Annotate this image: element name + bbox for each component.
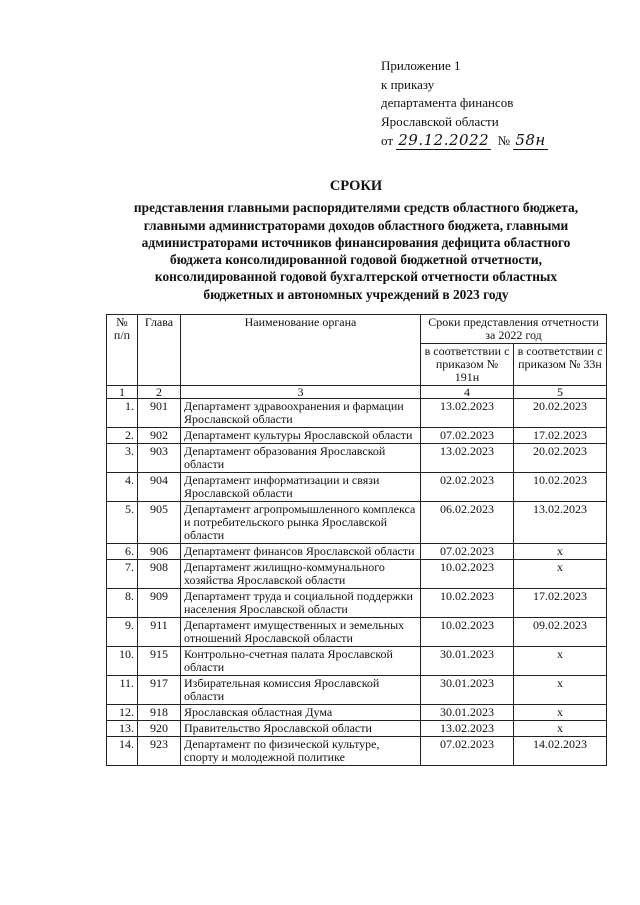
row-name: Департамент образования Ярославской области [181,444,421,473]
row-chapter: 904 [138,473,181,502]
table-row [107,502,607,544]
row-chapter: 915 [138,647,181,676]
row-number: 1. [107,399,138,428]
row-deadline-33: 14.02.2023 [514,737,607,766]
row-deadline-191: 10.02.2023 [421,560,514,589]
row-number: 4. [107,473,138,502]
row-number: 9. [107,618,138,647]
row-number: 2. [107,428,138,444]
row-chapter: 920 [138,721,181,737]
document-title [96,178,616,303]
table-row [107,589,607,618]
row-deadline-33: 17.02.2023 [514,428,607,444]
row-deadline-33: х [514,721,607,737]
row-name: Ярославская областная Дума [181,705,421,721]
appendix-block [381,57,548,151]
title-line: представления главными распорядителями средств областного бюджета, [133,200,579,216]
table-body [107,399,607,766]
row-number: 5. [107,502,138,544]
row-number: 7. [107,560,138,589]
table-row [107,473,607,502]
row-chapter: 917 [138,676,181,705]
row-name: Департамент культуры Ярославской области [181,428,421,444]
row-chapter: 903 [138,444,181,473]
header-order-191: в соответствии с приказом № 191н [421,344,514,386]
appendix-line: департамента финансов [381,95,514,110]
row-number: 3. [107,444,138,473]
row-deadline-33: х [514,544,607,560]
row-deadline-33: 13.02.2023 [514,502,607,544]
row-chapter: 908 [138,560,181,589]
header-deadlines: Сроки представления отчетности за 2022 год [421,315,607,344]
table-row [107,618,607,647]
row-name: Департамент по физической культуре, спорту и молодежной политике [181,737,421,766]
row-chapter: 905 [138,502,181,544]
column-index: 1 [107,386,138,399]
appendix-date-line [381,131,548,151]
row-number: 12. [107,705,138,721]
row-deadline-191: 13.02.2023 [421,444,514,473]
row-chapter: 906 [138,544,181,560]
table-row [107,721,607,737]
column-index: 4 [421,386,514,399]
row-deadline-33: х [514,676,607,705]
row-name: Избирательная комиссия Ярославской области [181,676,421,705]
row-deadline-191: 07.02.2023 [421,428,514,444]
row-deadline-191: 10.02.2023 [421,618,514,647]
row-name: Правительство Ярославской области [181,721,421,737]
title-main: СРОКИ [329,178,383,194]
appendix-line: к приказу [381,76,435,92]
row-deadline-191: 02.02.2023 [421,473,514,502]
row-deadline-191: 07.02.2023 [421,544,514,560]
order-number: 58н [515,131,546,149]
header-chapter: Глава [138,315,181,386]
header-order-33: в соответствии с приказом № 33н [514,344,607,386]
row-number: 6. [107,544,138,560]
row-chapter: 909 [138,589,181,618]
row-chapter: 902 [138,428,181,444]
table-row [107,705,607,721]
title-line: бюджета консолидированной годовой бюджетной отчетности, [170,252,542,268]
row-deadline-33: х [514,705,607,721]
order-date: 29.12.2022 [398,131,490,149]
row-chapter: 923 [138,737,181,766]
row-chapter: 901 [138,399,181,428]
appendix-line: Ярославской области [381,113,499,129]
header-name: Наименование органа [181,315,421,386]
row-deadline-33: 09.02.2023 [514,618,607,647]
header-num: № п/п [107,315,138,386]
table-row [107,560,607,589]
row-name: Департамент здравоохранения и фармации Ярославской области [181,399,421,428]
row-name: Департамент финансов Ярославской области [181,544,421,560]
row-number: 11. [107,676,138,705]
row-deadline-33: 10.02.2023 [514,473,607,502]
row-deadline-191: 13.02.2023 [421,399,514,428]
row-deadline-191: 10.02.2023 [421,589,514,618]
title-line: главными администраторами доходов областного бюджета, главными [143,217,569,233]
row-deadline-191: 06.02.2023 [421,502,514,544]
row-deadline-33: х [514,560,607,589]
column-index: 3 [181,386,421,399]
row-deadline-191: 30.01.2023 [421,676,514,705]
table-row [107,428,607,444]
row-deadline-191: 30.01.2023 [421,647,514,676]
table-row [107,737,607,766]
row-number: 13. [107,721,138,737]
row-name: Контрольно-счетная палата Ярославской области [181,647,421,676]
row-deadline-33: х [514,647,607,676]
table-row [107,544,607,560]
appendix-line: Приложение 1 [381,58,461,73]
row-deadline-33: 20.02.2023 [514,399,607,428]
row-number: 8. [107,589,138,618]
title-line: бюджетных и автономных учреждений в 2023 году [203,286,509,302]
row-name: Департамент труда и социальной поддержки населения Ярославской области [181,589,421,618]
table-row [107,399,607,428]
column-index-row [107,386,607,399]
title-line: администраторами источников финансирования дефицита областного [141,234,571,250]
row-name: Департамент агропромышленного комплекса и потребительского рынка Ярославской области [181,502,421,544]
row-number: 10. [107,647,138,676]
column-index: 5 [514,386,607,399]
row-name: Департамент имущественных и земельных отношений Ярославской области [181,618,421,647]
table-row [107,647,607,676]
row-name: Департамент информатизации и связи Ярославской области [181,473,421,502]
table-row [107,444,607,473]
row-deadline-191: 13.02.2023 [421,721,514,737]
row-chapter: 911 [138,618,181,647]
title-line: консолидированной годовой бухгалтерской отчетности областных [154,269,558,285]
deadlines-table [106,314,607,766]
row-deadline-191: 30.01.2023 [421,705,514,721]
row-number: 14. [107,737,138,766]
row-deadline-33: 17.02.2023 [514,589,607,618]
row-deadline-33: 20.02.2023 [514,444,607,473]
row-chapter: 918 [138,705,181,721]
row-deadline-191: 07.02.2023 [421,737,514,766]
from-label: от [381,133,394,148]
number-label: № [497,133,511,148]
row-name: Департамент жилищно-коммунального хозяйства Ярославской области [181,560,421,589]
column-index: 2 [138,386,181,399]
table-row [107,676,607,705]
